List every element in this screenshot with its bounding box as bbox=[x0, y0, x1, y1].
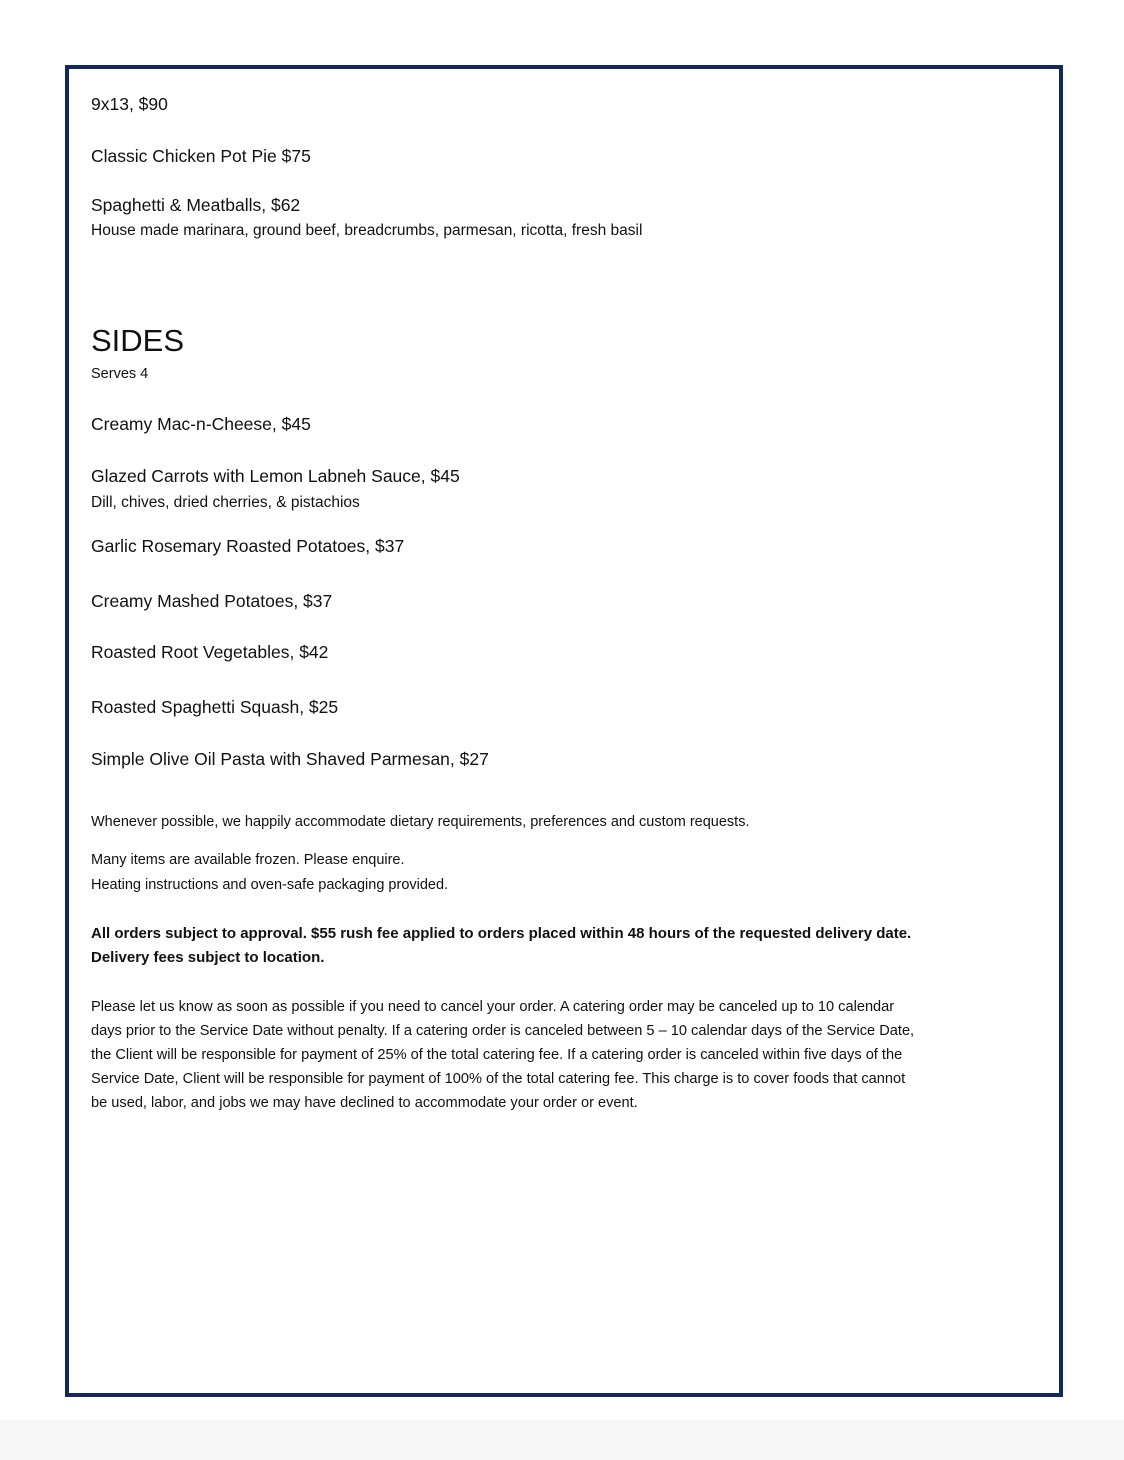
policy-line: Service Date, Client will be responsible for payment of 100% of the total catering fee. This charge is to cover foods that cannot bbox=[91, 1071, 906, 1087]
approval-note: All orders subject to approval. $55 rush fee applied to orders placed within 48 hours of the requested delivery date. bbox=[91, 925, 912, 942]
menu-item: Spaghetti & Meatballs, $62 bbox=[91, 195, 301, 215]
policy-line: days prior to the Service Date without penalty. If a catering order is canceled between 5 – 10 calendar days of the Service Date, bbox=[91, 1023, 915, 1039]
policy-line: Please let us know as soon as possible if you need to cancel your order. A catering order may be canceled up to 10 calendar bbox=[91, 999, 895, 1015]
frozen-note: Many items are available frozen. Please enquire. bbox=[91, 852, 405, 868]
menu-item: 9x13, $90 bbox=[91, 94, 168, 114]
menu-item: Creamy Mashed Potatoes, $37 bbox=[91, 591, 333, 611]
cancellation-policy bbox=[91, 995, 914, 1115]
menu-item: Classic Chicken Pot Pie $75 bbox=[91, 146, 311, 166]
menu-item: Creamy Mac-n-Cheese, $45 bbox=[91, 414, 311, 434]
heating-note: Heating instructions and oven-safe packaging provided. bbox=[91, 877, 449, 893]
menu-item: Simple Olive Oil Pasta with Shaved Parmesan, $27 bbox=[91, 749, 489, 769]
menu-item-description: Dill, chives, dried cherries, & pistachios bbox=[91, 494, 360, 511]
section-subtitle: Serves 4 bbox=[91, 366, 149, 382]
policy-line: be used, labor, and jobs we may have declined to accommodate your order or event. bbox=[91, 1095, 638, 1111]
delivery-note: Delivery fees subject to location. bbox=[91, 949, 325, 966]
menu-item: Roasted Root Vegetables, $42 bbox=[91, 642, 329, 662]
policy-line: the Client will be responsible for payment of 25% of the total catering fee. If a catering order is canceled within five days of the bbox=[91, 1047, 903, 1063]
dietary-note: Whenever possible, we happily accommodate dietary requirements, preferences and custom requests. bbox=[91, 814, 750, 830]
menu-item: Glazed Carrots with Lemon Labneh Sauce, $45 bbox=[91, 466, 460, 486]
page-border bbox=[65, 65, 1063, 1397]
section-title: SIDES bbox=[91, 323, 185, 358]
menu-item-description: House made marinara, ground beef, breadcrumbs, parmesan, ricotta, fresh basil bbox=[91, 222, 643, 239]
menu-item: Garlic Rosemary Roasted Potatoes, $37 bbox=[91, 536, 405, 556]
menu-item: Roasted Spaghetti Squash, $25 bbox=[91, 697, 339, 717]
